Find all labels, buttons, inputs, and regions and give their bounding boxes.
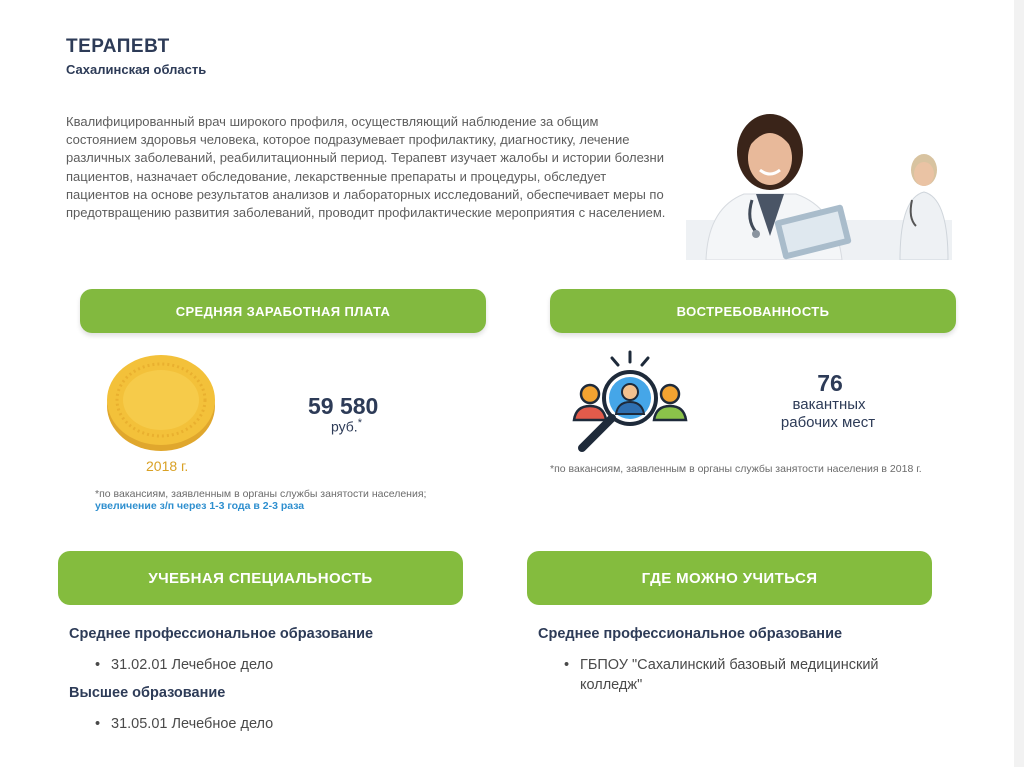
coin-icon [104, 352, 218, 452]
where-heading: ГДЕ МОЖНО УЧИТЬСЯ [527, 551, 932, 605]
salary-unit-text: руб. [331, 418, 358, 435]
bullet-icon: • [95, 716, 101, 732]
profession-description: Квалифицированный врач широкого профиля, осуществляющий наблюдение за общим состоянием здоровья человека, которое подразумевает профилактику, диагностику, лечение различных заболеваний, реабилитационный период. Терапевт изучает жалобы и истории болезни пациентов, назначает обследование, лекарственные препараты и процедуры, обследует пациентов на основе результатов анализов и лабораторных исследований, обеспечивает меры по предотвращению развития заболеваний, проводит профилактические мероприятия с населением. [66, 114, 666, 221]
vacancies-label-line2: рабочих мест [780, 414, 876, 431]
salary-value: 59 580 [308, 393, 379, 419]
specialty-item [95, 655, 274, 675]
specialty-item-label: 31.05.01 Лечебное дело [111, 716, 274, 732]
page-title: ТЕРАПЕВТ [66, 36, 170, 57]
demand-footnote: *по вакансиям, заявленным в органы службы занятости населения в 2018 г. [550, 463, 922, 475]
vacancies-label-line1: вакантных [792, 396, 866, 413]
demand-heading: ВОСТРЕБОВАННОСТЬ [550, 289, 956, 333]
doctors-photo [686, 108, 952, 260]
specialty-heading: УЧЕБНАЯ СПЕЦИАЛЬНОСТЬ [58, 551, 463, 605]
specialty-level-secondary: Среднее профессиональное образование [69, 626, 374, 642]
region-subtitle: Сахалинская область [66, 62, 207, 77]
bullet-icon: • [564, 657, 570, 673]
salary-heading: СРЕДНЯЯ ЗАРАБОТНАЯ ПЛАТА [80, 289, 486, 333]
salary-footnote: *по вакансиям, заявленным в органы службы занятости населения; [95, 488, 427, 500]
bullet-icon: • [95, 657, 101, 673]
specialty-item-label: 31.02.01 Лечебное дело [111, 657, 274, 673]
search-people-icon [568, 350, 692, 456]
vacancies-count: 76 [817, 370, 843, 396]
college-item-label: ГБПОУ "Сахалинский базовый медицинский колледж" [580, 657, 879, 693]
college-item [564, 655, 920, 695]
specialty-level-higher: Высшее образование [69, 685, 226, 701]
salary-unit-mark: * [357, 417, 362, 429]
slide-edge [1014, 0, 1024, 767]
salary-unit [331, 417, 362, 435]
where-level: Среднее профессиональное образование [538, 626, 843, 642]
salary-footnote-highlight: увеличение з/п через 1-3 года в 2-3 раза [95, 500, 305, 512]
specialty-item [95, 714, 274, 734]
salary-year: 2018 г. [146, 458, 189, 474]
